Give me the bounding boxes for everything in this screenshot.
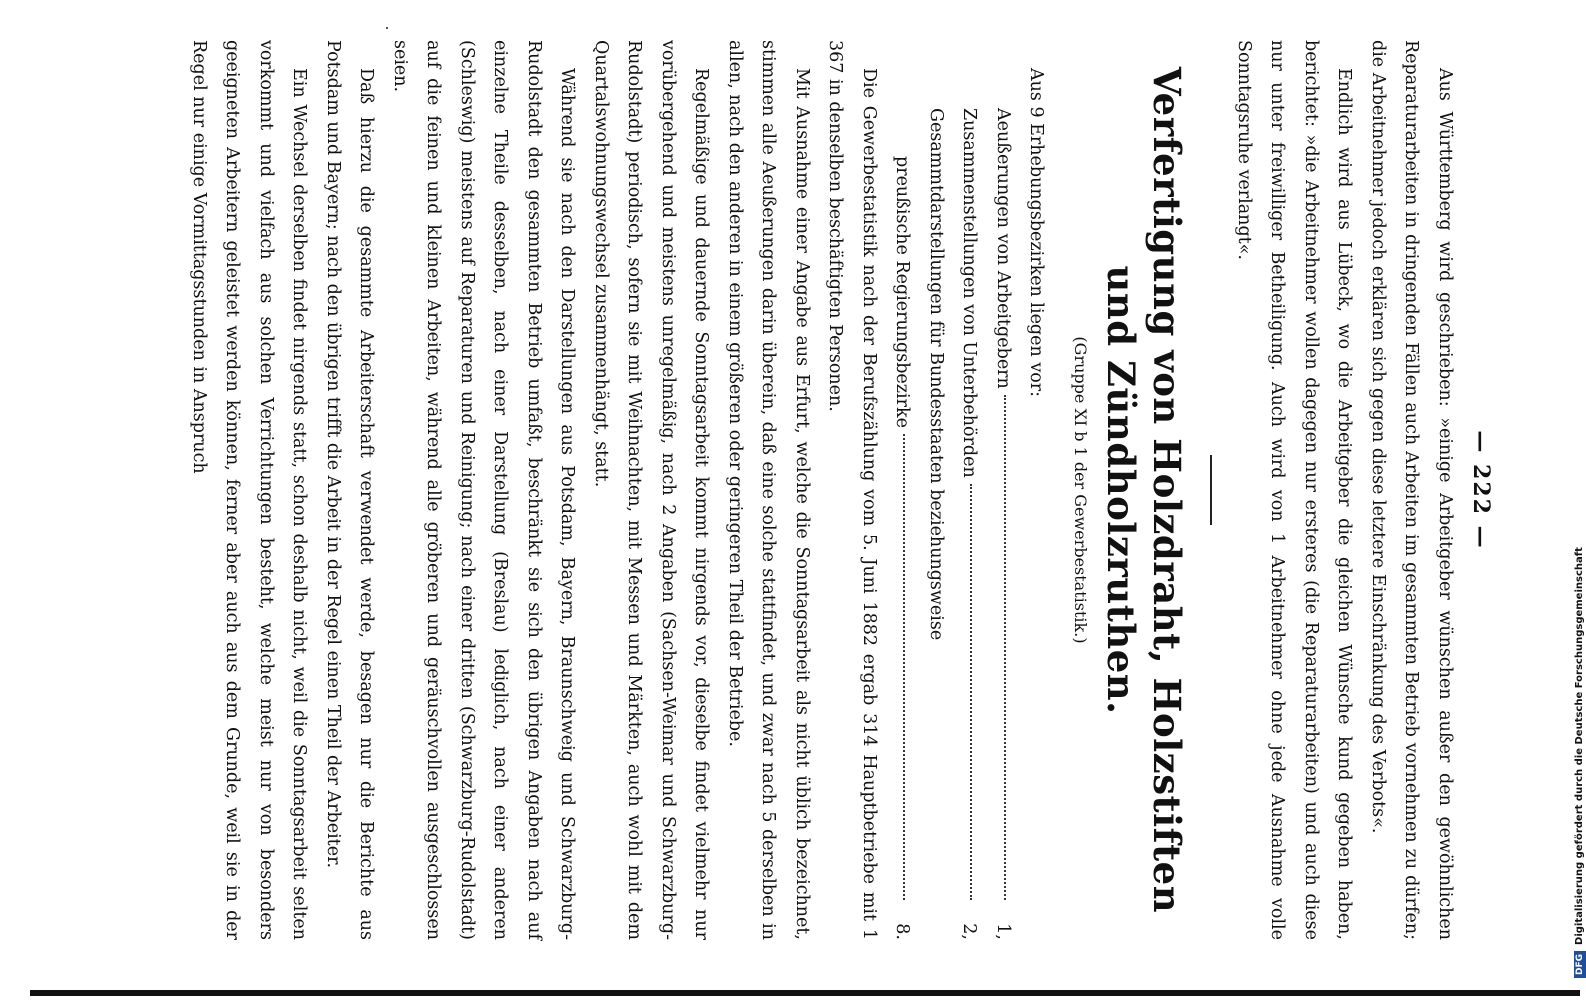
paragraph-ausnahme: Mit Ausnahme einer Angabe aus Erfurt, welche die Sonntagsarbeit als nicht üblich bezeichnet, stimmen alle Aeußerungen darin überein, daß eine solche stattfindet, und zwar nach 5 derselben in allen, nach den anderen in einem größeren oder geringeren Theil der Betriebe. xyxy=(725,40,812,940)
paragraph-statistik: Die Gewerbestatistik nach der Berufszählung vom 5. Juni 1882 ergab 314 Hauptbetriebe mit 1 367 in denselben beschäftigten Personen. xyxy=(825,40,879,940)
paragraph-luebeck: Endlich wird aus Lübeck, wo die Arbeitgeber die gleichen Wünsche kund gegeben haben, berichtet: »die Arbeitnehmer wollen dagegen nur ersteres (die Reparaturarbeiten) und auch diese nur unter freiwilliger Betheiligung. Auch wird von 1 Arbeitnehmer ohne jede Ausnahme volle Sonntagsruhe verlangt«. xyxy=(1234,40,1355,940)
list-item xyxy=(885,40,919,940)
list-item xyxy=(919,40,953,940)
scan-edge-bar xyxy=(30,990,1580,996)
leader-dots xyxy=(1004,395,1006,900)
list-item-value: 2, xyxy=(959,923,980,940)
digitization-credit-text: Digitalisierung gefördert durch die Deutsche Forschungsgemeinschaft xyxy=(1574,547,1585,945)
list-item xyxy=(952,40,986,940)
list-item-label: preußische Regierungsbezirke xyxy=(892,156,913,428)
paragraph-wuerttemberg: Aus Württemberg wird geschrieben: »einige Arbeitgeber wünschen außer den gewöhnlichen Reparaturarbeiten in dringenden Fällen auch Arbeiten im gesammten Betrieb vornehmen zu dürfen; die Arbeitnehmer jedoch erklären sich gegen diese letztere Einschränkung des Verbots«. xyxy=(1368,40,1455,940)
list-item-value: 1, xyxy=(993,923,1013,940)
digitization-credit xyxy=(1574,547,1586,978)
leader-dots xyxy=(971,484,973,900)
list-item-label: Zusammenstellungen von Unterbehörden xyxy=(959,108,980,478)
dfg-logo: DFG xyxy=(1574,951,1586,978)
list-item-label: Gesammtdarstellungen für Bundesstaaten beziehungsweise xyxy=(926,108,946,641)
rotated-text-layer xyxy=(81,0,1501,1000)
leader-dots xyxy=(904,434,906,900)
section-title: Verfertigung von Holzdraht, Holzstiften und Zündholzruthen. xyxy=(1099,66,1190,914)
list-item-label: Aeußerungen von Arbeitgebern xyxy=(993,108,1013,389)
list-item xyxy=(986,40,1020,940)
page-number: — 222 — xyxy=(1468,430,1494,550)
paragraph-arbeiterschaft: Daß hierzu die gesammte Arbeiterschaft verwendet werde, besagen nur die Berichte aus Potsdam und Bayern; nach den übrigen trifft die Arbeit in der Regel einen Theil der Arbeiter. xyxy=(323,40,377,940)
report-count-list xyxy=(885,40,1019,940)
list-item-value: 8. xyxy=(892,923,913,940)
section-intro: Aus 9 Erhebungsbezirken liegen vor: xyxy=(1026,68,1047,398)
section-subtitle: (Gruppe XI b 1 der Gewerbestatistik.) xyxy=(1071,336,1091,644)
page-body xyxy=(182,40,1502,940)
paragraph-wechsel: Ein Wechsel derselben findet nirgends statt, schon deshalb nicht, weil die Sonntagsarbeit selten vorkommt und vielfach aus solchen Verrichtungen besteht, welche meist nur von besonders geeigneten Arbeitern geleistet werden können, ferner aber auch aus dem Grunde, weil sie in der Regel nur einige Vormittagsstunden in Anspruch xyxy=(189,40,310,940)
section-divider xyxy=(1211,455,1213,525)
paragraph-regelmaessig: Regelmäßige und dauernde Sonntagsarbeit kommt nirgends vor, dieselbe findet vielmehr nur vorübergehend und meistens unregelmäßig, nach 2 Angaben (Sachsen-Weimar und Schwarzburg-Rudolstadt) periodisch, sofern sie mit Weihnachten, mit Messen und Märkten, auch wohl mit dem Quartalswohnungswechsel zusammenhängt, statt. xyxy=(591,40,712,940)
paragraph-waehrend: Während sie nach den Darstellungen aus Potsdam, Bayern, Braunschweig und Schwarzburg-Rudolstadt den gesammten Betrieb umfaßt, beschränkt sie sich den übrigen Angaben nach auf einzelne Theile desselben, nach einer Darstellung (Breslau) lediglich, nach einer anderen (Schleswig) meistens auf Reparaturen und Reinigung; nach einer dritten (Schwarzburg-Rudolstadt) auf die feinen und kleinen Arbeiten, während alle gröberen und geräuschvollen ausgeschlossen seien. xyxy=(390,40,578,940)
